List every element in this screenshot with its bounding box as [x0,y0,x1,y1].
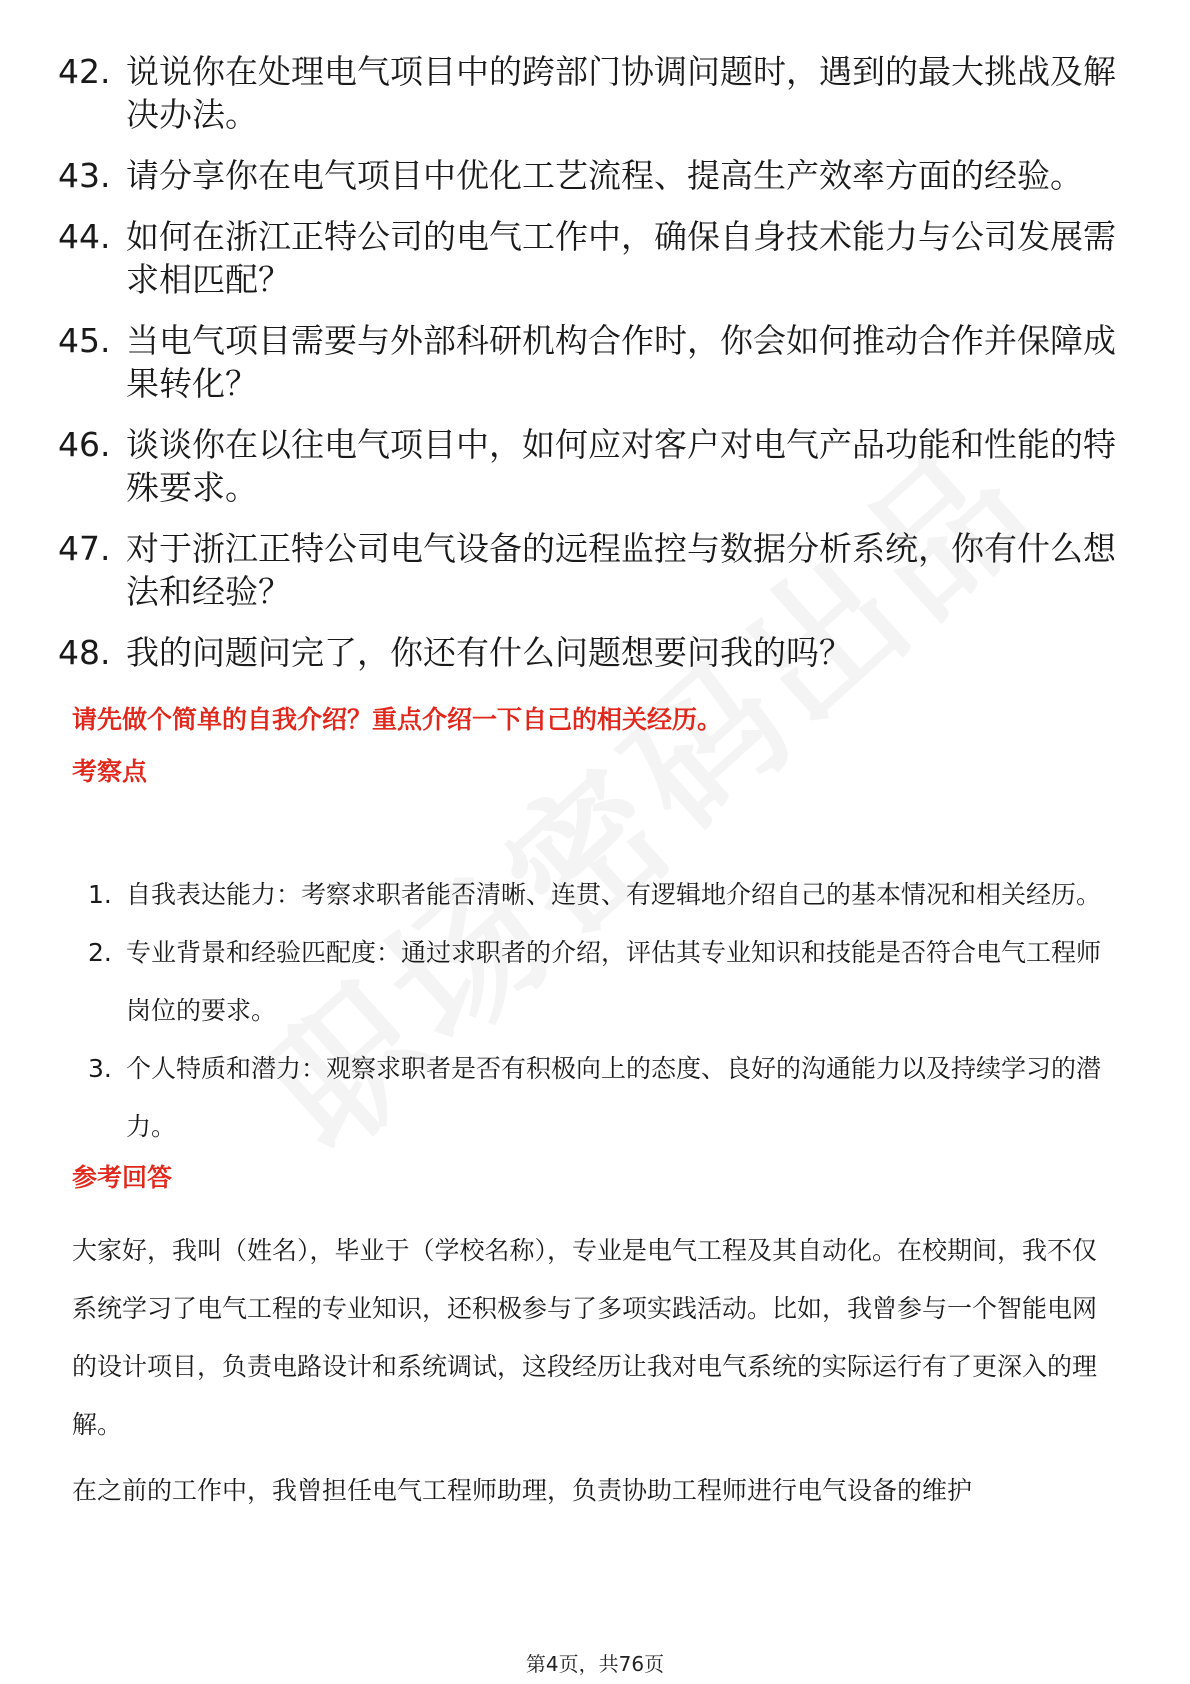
question-text: 说说你在处理电气项目中的跨部门协调问题时，遇到的最大挑战及解决办法。 [126,52,1116,134]
question-text: 谈谈你在以往电气项目中，如何应对客户对电气产品功能和性能的特殊要求。 [126,425,1116,507]
question-text: 如何在浙江正特公司的电气工作中，确保自身技术能力与公司发展需求相匹配？ [126,217,1116,299]
point-number: 2. [88,938,112,967]
question-number: 44. [58,217,111,256]
question-text: 当电气项目需要与外部科研机构合作时，你会如何推动合作并保障成果转化？ [126,321,1116,403]
point-number: 1. [88,880,112,909]
answer-paragraph: 大家好，我叫（姓名），毕业于（学校名称），专业是电气工程及其自动化。在校期间，我不仅系统学习了电气工程的专业知识，还积极参与了多项实践活动。比如，我曾参与一个智能电网的设计项目，负责电路设计和系统调试，这段经历让我对电气系统的实际运行有了更深入的理解。 [72,1236,1098,1439]
assessment-point [88,924,1118,1040]
assessment-point [88,866,1118,924]
question-item [58,319,1118,405]
assessment-point [88,1040,1118,1156]
question-list [58,50,1118,692]
question-item [58,631,1118,674]
page-footer: 第4页，共76页 [525,1652,665,1676]
assessment-points [88,866,1118,1156]
question-item [58,50,1118,136]
question-text: 我的问题问完了，你还有什么问题想要问我的吗？ [126,633,852,672]
question-number: 48. [58,633,111,672]
point-text: 自我表达能力：考察求职者能否清晰、连贯、有逻辑地介绍自己的基本情况和相关经历。 [126,880,1102,909]
point-text: 专业背景和经验匹配度：通过求职者的介绍，评估其专业知识和技能是否符合电气工程师岗位的要求。 [126,938,1102,1025]
point-text: 个人特质和潜力：观察求职者是否有积极向上的态度、良好的沟通能力以及持续学习的潜力。 [126,1054,1102,1141]
question-number: 45. [58,321,111,360]
question-text: 请分享你在电气项目中优化工艺流程、提高生产效率方面的经验。 [126,156,1083,195]
question-number: 43. [58,156,111,195]
highlight-question: 请先做个简单的自我介绍？重点介绍一下自己的相关经历。 [72,705,723,734]
assessment-heading: 考察点 [72,757,148,786]
question-item [58,527,1118,613]
question-number: 47. [58,529,111,568]
point-number: 3. [88,1054,112,1083]
answer-heading: 参考回答 [72,1163,173,1192]
question-item [58,215,1118,301]
answer-paragraph: 在之前的工作中，我曾担任电气工程师助理，负责协助工程师进行电气设备的维护 [72,1476,973,1505]
question-number: 46. [58,425,111,464]
question-number: 42. [58,52,111,91]
question-item [58,423,1118,509]
question-text: 对于浙江正特公司电气设备的远程监控与数据分析系统，你有什么想法和经验？ [126,529,1116,611]
question-item [58,154,1118,197]
